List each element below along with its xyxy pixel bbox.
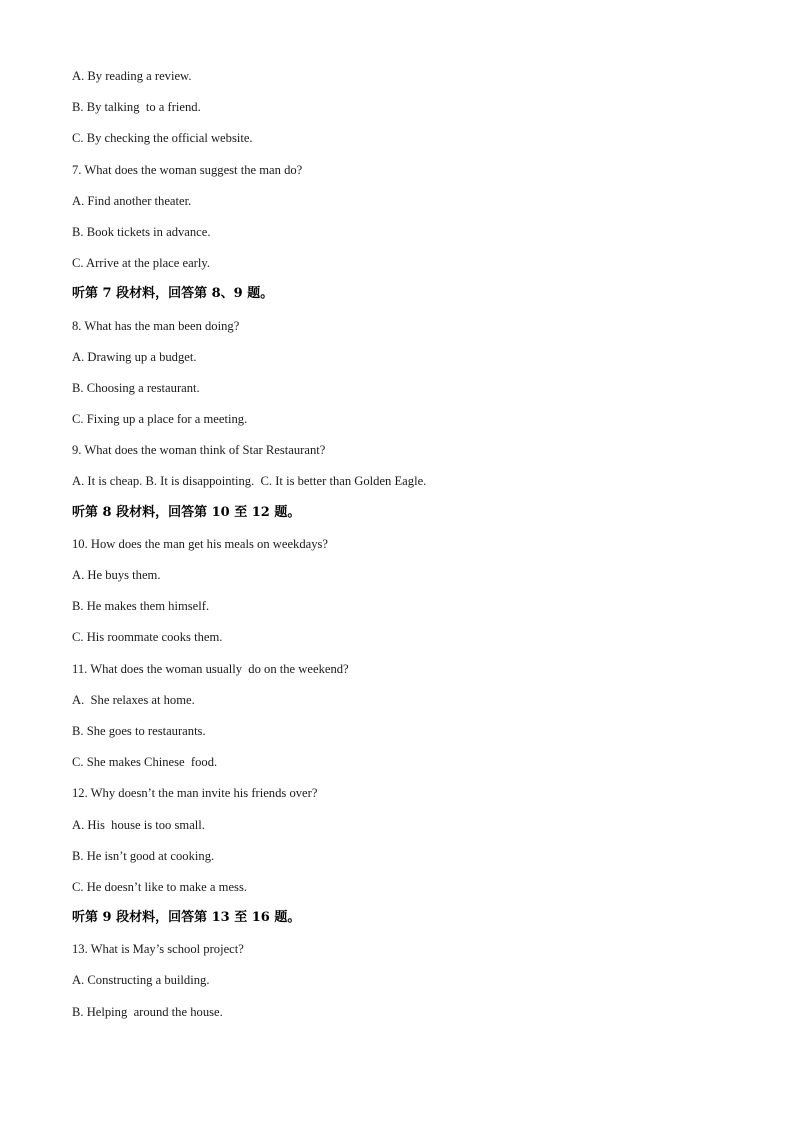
section-heading-9: 听第 9 段材料，回答第 13 至 16 题。 [72, 910, 301, 926]
option-7c: C. Arrive at the place early. [72, 256, 211, 271]
option-6a: A. By reading a review. [72, 69, 192, 83]
option-12a: A. His house is too small. [72, 817, 205, 832]
option-13a: A. Constructing a building. [72, 973, 210, 988]
question-13: 13. What is May’s school project? [72, 942, 244, 957]
section-heading-7: 听第 7 段材料，回答第 8、9 题。 [72, 286, 274, 302]
question-11: 11. What does the woman usually do on the weekend? [72, 661, 349, 676]
page-content [72, 66, 732, 1033]
option-7b: B. Book tickets in advance. [72, 224, 211, 239]
option-10a: A. He buys them. [72, 568, 161, 582]
options-9: A. It is cheap. B. It is disappointing. C. It is better than Golden Eagle. [72, 474, 427, 489]
section-heading-8: 听第 8 段材料，回答第 10 至 12 题。 [72, 504, 301, 520]
option-7a: A. Find another theater. [72, 193, 192, 208]
question-10: 10. How does the man get his meals on weekdays? [72, 536, 329, 551]
option-11a: A. She relaxes at home. [72, 692, 195, 707]
option-13b: B. Helping around the house. [72, 1004, 223, 1019]
option-6b: B. By talking to a friend. [72, 100, 201, 115]
option-8b: B. Choosing a restaurant. [72, 380, 200, 395]
option-11c: C. She makes Chinese food. [72, 755, 218, 770]
option-11b: B. She goes to restaurants. [72, 723, 206, 738]
question-9: 9. What does the woman think of Star Restaurant? [72, 443, 326, 458]
option-6c: C. By checking the official website. [72, 131, 253, 146]
option-10c: C. His roommate cooks them. [72, 630, 223, 645]
question-8: 8. What has the man been doing? [72, 318, 240, 333]
option-12b: B. He isn’t good at cooking. [72, 848, 215, 863]
option-8c: C. Fixing up a place for a meeting. [72, 412, 248, 427]
question-12: 12. Why doesn’t the man invite his friends over? [72, 786, 318, 801]
option-10b: B. He makes them himself. [72, 599, 210, 614]
option-8a: A. Drawing up a budget. [72, 349, 197, 364]
option-12c: C. He doesn’t like to make a mess. [72, 879, 247, 894]
question-7: 7. What does the woman suggest the man do? [72, 162, 303, 177]
